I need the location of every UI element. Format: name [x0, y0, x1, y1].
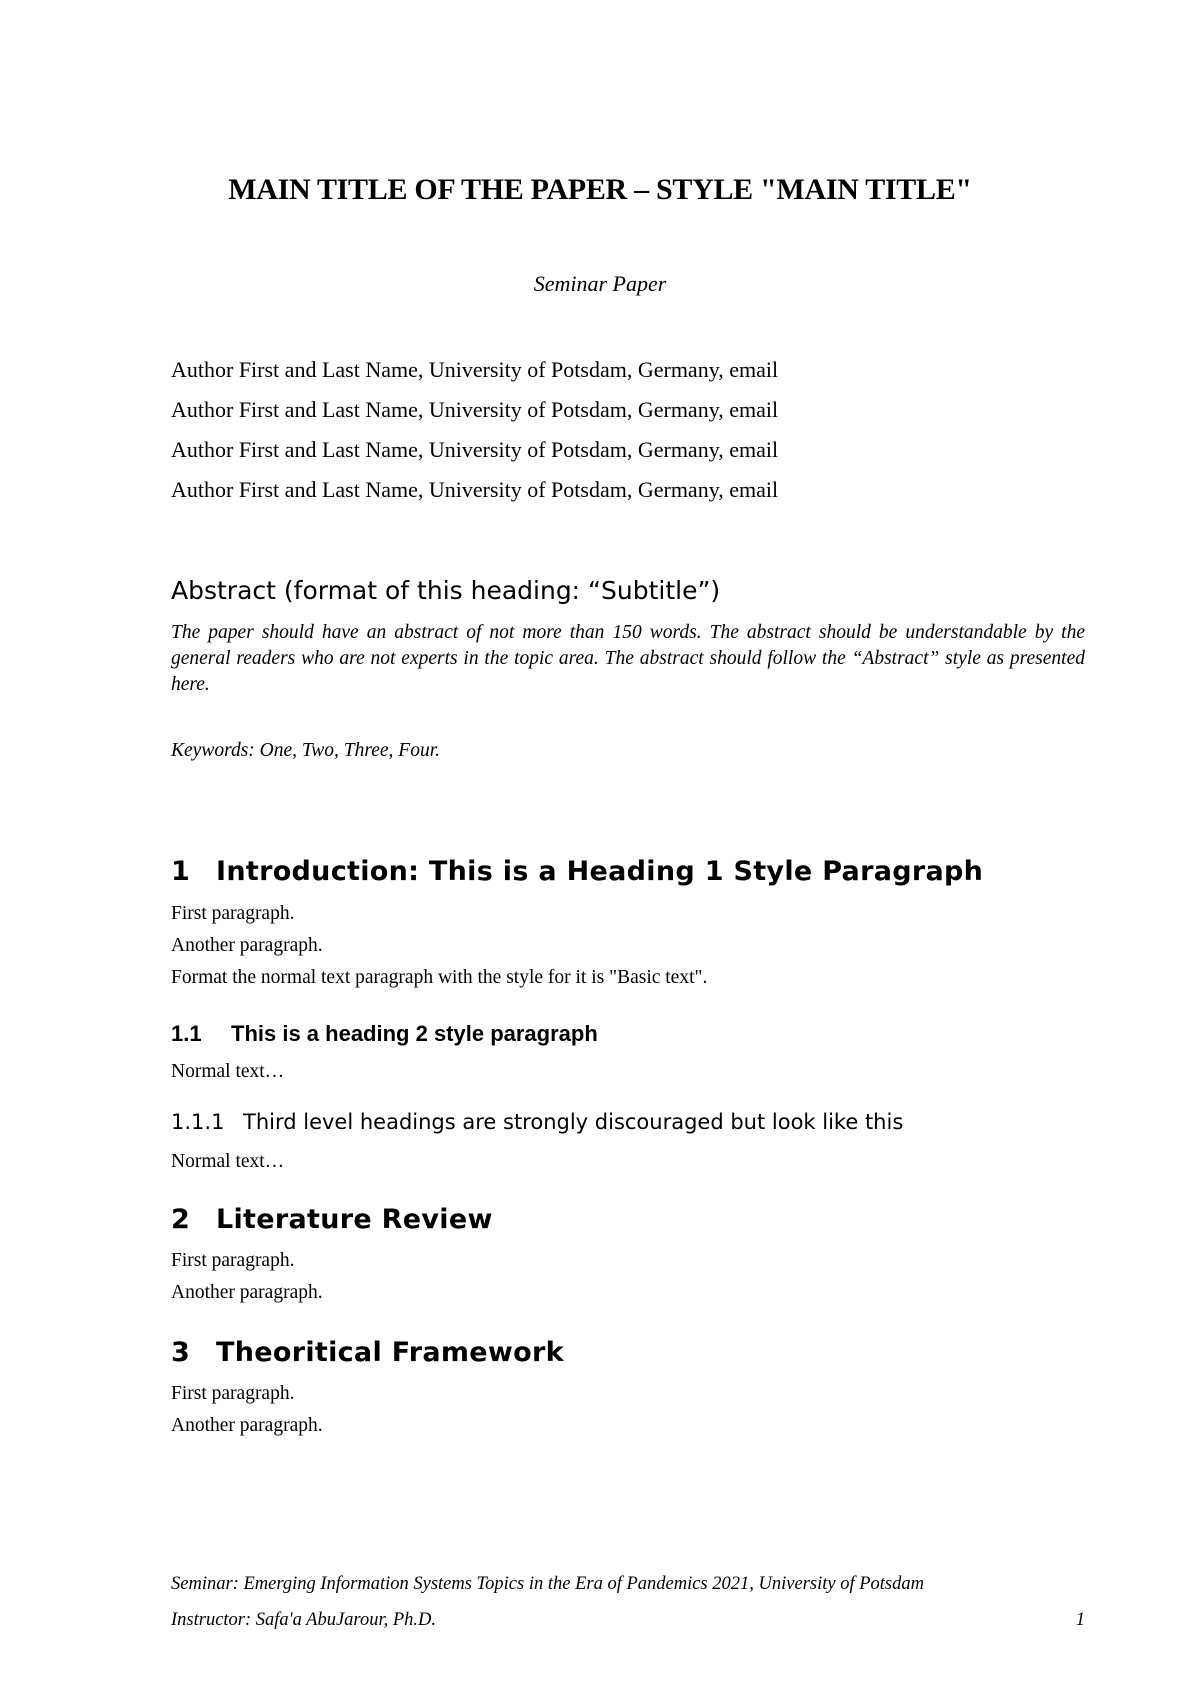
heading-1-introduction: [171, 855, 983, 889]
abstract-text: The paper should have an abstract of not more than 150 words. The abstract should be understandable by the general readers who are not experts in the topic area. The abstract should follow the “Abstract” style as presented here.: [171, 622, 1085, 695]
heading-3: [171, 1108, 903, 1136]
footer-seminar: Seminar: Emerging Information Systems Topics in the Era of Pandemics 2021, University of Potsdam: [171, 1574, 924, 1594]
paragraph: Another paragraph.: [171, 1282, 323, 1303]
paragraph: First paragraph.: [171, 1250, 295, 1271]
heading-2: [171, 1020, 598, 1048]
subsubsection-number: 1.1.1: [171, 1110, 225, 1134]
author-line: Author First and Last Name, University of Potsdam, Germany, email: [171, 397, 779, 422]
heading-1-literature-review: [171, 1203, 493, 1237]
keywords: Keywords: One, Two, Three, Four.: [171, 740, 441, 761]
paragraph: Another paragraph.: [171, 935, 323, 956]
author-line: Author First and Last Name, University of Potsdam, Germany, email: [171, 437, 779, 462]
paper-type: Seminar Paper: [533, 271, 667, 296]
paragraph: First paragraph.: [171, 1383, 295, 1404]
subsection-body: [171, 1056, 284, 1088]
subsection-title: This is a heading 2 style paragraph: [231, 1021, 598, 1046]
subsubsection-title: Third level headings are strongly discouraged but look like this: [243, 1110, 904, 1134]
author-line: Author First and Last Name, University of Potsdam, Germany, email: [171, 477, 779, 502]
paragraph: Format the normal text paragraph with the style for it is "Basic text".: [171, 967, 708, 988]
section-title: Literature Review: [216, 1204, 493, 1235]
section-number: 3: [171, 1337, 191, 1368]
footer-seminar-row: [171, 1571, 1085, 1597]
paragraph: First paragraph.: [171, 903, 295, 924]
main-title: MAIN TITLE OF THE PAPER – STYLE "MAIN TITLE": [228, 173, 972, 206]
section-number: 2: [171, 1204, 191, 1235]
heading-1-theoretical-framework: [171, 1336, 564, 1370]
section-number: 1: [171, 856, 191, 887]
section-2-body: [171, 1245, 323, 1309]
section-title: Theoritical Framework: [216, 1337, 564, 1368]
footer-instructor-row: [171, 1607, 1085, 1633]
abstract-heading: Abstract (format of this heading: “Subtitle”): [171, 576, 721, 605]
paragraph: Another paragraph.: [171, 1415, 323, 1436]
section-1-body: [171, 898, 707, 994]
page-number: 1: [1075, 1610, 1085, 1630]
section-title: Introduction: This is a Heading 1 Style Paragraph: [216, 856, 984, 887]
page-footer: [171, 1571, 1085, 1633]
subsection-number: 1.1: [171, 1021, 202, 1046]
subsubsection-body: [171, 1146, 284, 1178]
author-line: Author First and Last Name, University of Potsdam, Germany, email: [171, 357, 779, 382]
paragraph: Normal text…: [171, 1151, 285, 1172]
footer-instructor: Instructor: Safa'a AbuJarour, Ph.D.: [171, 1610, 437, 1630]
section-3-body: [171, 1378, 323, 1442]
author-list: [171, 350, 778, 510]
paragraph: Normal text…: [171, 1061, 285, 1082]
